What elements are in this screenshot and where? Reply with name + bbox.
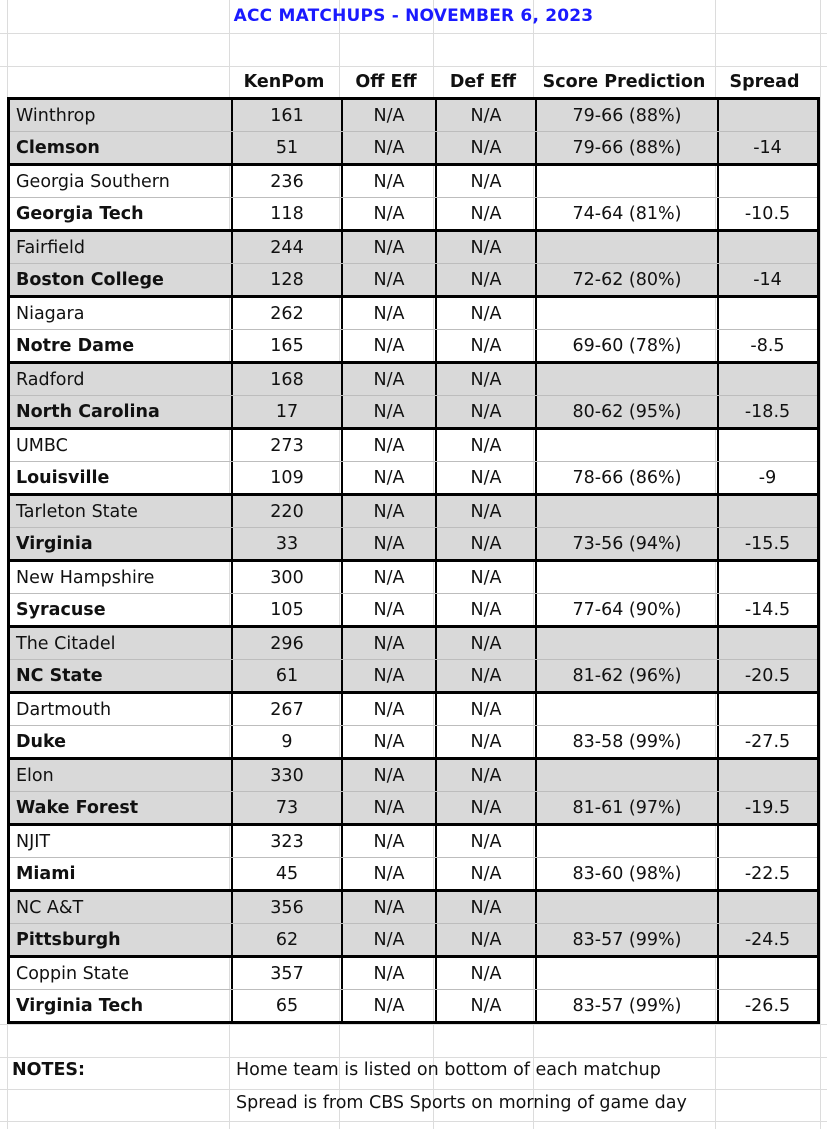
notes-label: NOTES:	[12, 1060, 86, 1080]
off-eff-cell: N/A	[373, 929, 405, 950]
away-team-row	[10, 232, 817, 263]
def-eff-cell: N/A	[470, 765, 502, 786]
prediction-cell: 77-64 (90%)	[572, 599, 682, 620]
spread-cell	[718, 760, 817, 791]
prediction-cell	[536, 892, 718, 923]
matchup-block	[10, 691, 817, 757]
header-off-eff: Off Eff	[355, 72, 417, 92]
prediction-cell: 81-62 (96%)	[572, 665, 682, 686]
note-line: Spread is from CBS Sports on morning of game day	[236, 1093, 687, 1113]
kenpom-cell: 244	[270, 237, 304, 258]
prediction-cell	[536, 232, 718, 263]
def-eff-cell: N/A	[470, 699, 502, 720]
team-cell: Coppin State	[16, 963, 129, 984]
off-eff-cell: N/A	[373, 137, 405, 158]
matchup-block	[10, 559, 817, 625]
matchup-block	[10, 823, 817, 889]
spread-cell	[718, 430, 817, 461]
prediction-cell: 83-60 (98%)	[572, 863, 682, 884]
team-cell: Winthrop	[16, 105, 96, 126]
team-cell: The Citadel	[16, 633, 116, 654]
kenpom-cell: 105	[270, 599, 304, 620]
spread-cell: -14	[753, 137, 782, 158]
off-eff-cell: N/A	[373, 171, 405, 192]
kenpom-cell: 161	[270, 105, 304, 126]
spread-cell: -8.5	[750, 335, 785, 356]
prediction-cell: 78-66 (86%)	[572, 467, 682, 488]
def-eff-cell: N/A	[470, 831, 502, 852]
home-team-row	[10, 726, 817, 757]
def-eff-cell: N/A	[470, 335, 502, 356]
kenpom-cell: 356	[270, 897, 304, 918]
team-cell: Georgia Southern	[16, 171, 170, 192]
matchup-block	[10, 229, 817, 295]
matchup-block	[10, 163, 817, 229]
prediction-cell: 69-60 (78%)	[572, 335, 682, 356]
gridline	[0, 1057, 827, 1058]
away-team-row	[10, 100, 817, 131]
def-eff-cell: N/A	[470, 929, 502, 950]
kenpom-cell: 165	[270, 335, 304, 356]
spread-cell: -26.5	[744, 995, 791, 1016]
off-eff-cell: N/A	[373, 699, 405, 720]
spread-cell	[718, 892, 817, 923]
matchup-block	[10, 757, 817, 823]
kenpom-cell: 17	[275, 401, 299, 422]
kenpom-cell: 109	[270, 467, 304, 488]
prediction-cell: 79-66 (88%)	[572, 105, 682, 126]
header-spread: Spread	[729, 72, 800, 92]
team-cell: Tarleton State	[16, 501, 138, 522]
header-def-eff: Def Eff	[449, 72, 517, 92]
team-cell: Syracuse	[16, 599, 106, 620]
away-team-row	[10, 958, 817, 989]
kenpom-cell: 62	[275, 929, 299, 950]
spread-cell: -22.5	[744, 863, 791, 884]
gridline	[0, 1121, 827, 1122]
away-team-row	[10, 826, 817, 857]
matchup-block	[10, 889, 817, 955]
home-team-row	[10, 264, 817, 295]
matchup-block	[10, 295, 817, 361]
def-eff-cell: N/A	[470, 435, 502, 456]
off-eff-cell: N/A	[373, 269, 405, 290]
home-team-row	[10, 990, 817, 1021]
spread-cell	[718, 958, 817, 989]
off-eff-cell: N/A	[373, 797, 405, 818]
def-eff-cell: N/A	[470, 963, 502, 984]
prediction-cell	[536, 496, 718, 527]
kenpom-cell: 273	[270, 435, 304, 456]
away-team-row	[10, 298, 817, 329]
kenpom-cell: 128	[270, 269, 304, 290]
off-eff-cell: N/A	[373, 533, 405, 554]
kenpom-cell: 300	[270, 567, 304, 588]
off-eff-cell: N/A	[373, 633, 405, 654]
team-cell: Clemson	[16, 137, 100, 158]
off-eff-cell: N/A	[373, 237, 405, 258]
spread-cell	[718, 694, 817, 725]
team-cell: Elon	[16, 765, 54, 786]
spread-cell	[718, 298, 817, 329]
prediction-cell	[536, 694, 718, 725]
kenpom-cell: 357	[270, 963, 304, 984]
spread-cell: -20.5	[744, 665, 791, 686]
away-team-row	[10, 430, 817, 461]
spread-cell	[718, 826, 817, 857]
off-eff-cell: N/A	[373, 105, 405, 126]
def-eff-cell: N/A	[470, 797, 502, 818]
team-cell: Virginia Tech	[16, 995, 144, 1016]
prediction-cell: 83-57 (99%)	[572, 995, 682, 1016]
matchup-block	[10, 100, 817, 163]
prediction-cell: 83-58 (99%)	[572, 731, 682, 752]
def-eff-cell: N/A	[470, 137, 502, 158]
away-team-row	[10, 760, 817, 791]
off-eff-cell: N/A	[373, 303, 405, 324]
team-cell: NC State	[16, 665, 103, 686]
off-eff-cell: N/A	[373, 599, 405, 620]
spread-cell	[718, 562, 817, 593]
kenpom-cell: 9	[281, 731, 293, 752]
spread-cell	[718, 100, 817, 131]
header-score-prediction: Score Prediction	[542, 72, 706, 92]
kenpom-cell: 51	[275, 137, 299, 158]
page-title: ACC MATCHUPS - NOVEMBER 6, 2023	[233, 6, 594, 26]
team-cell: NC A&T	[16, 897, 84, 918]
home-team-row	[10, 792, 817, 823]
team-cell: Pittsburgh	[16, 929, 121, 950]
kenpom-cell: 118	[270, 203, 304, 224]
away-team-row	[10, 496, 817, 527]
note-line: Home team is listed on bottom of each matchup	[236, 1060, 661, 1080]
def-eff-cell: N/A	[470, 501, 502, 522]
home-team-row	[10, 528, 817, 559]
team-cell: Wake Forest	[16, 797, 139, 818]
team-cell: NJIT	[16, 831, 51, 852]
prediction-cell: 80-62 (95%)	[572, 401, 682, 422]
off-eff-cell: N/A	[373, 731, 405, 752]
off-eff-cell: N/A	[373, 963, 405, 984]
def-eff-cell: N/A	[470, 269, 502, 290]
spread-cell	[718, 232, 817, 263]
kenpom-cell: 73	[275, 797, 299, 818]
home-team-row	[10, 198, 817, 229]
prediction-cell	[536, 958, 718, 989]
away-team-row	[10, 628, 817, 659]
gridline	[820, 0, 821, 1129]
prediction-cell	[536, 628, 718, 659]
prediction-cell: 81-61 (97%)	[572, 797, 682, 818]
team-cell: Louisville	[16, 467, 110, 488]
kenpom-cell: 168	[270, 369, 304, 390]
prediction-cell	[536, 562, 718, 593]
off-eff-cell: N/A	[373, 369, 405, 390]
off-eff-cell: N/A	[373, 831, 405, 852]
kenpom-cell: 65	[275, 995, 299, 1016]
matchups-table	[7, 97, 820, 1024]
spread-cell	[718, 496, 817, 527]
spread-cell	[718, 166, 817, 197]
spread-cell	[718, 628, 817, 659]
home-team-row	[10, 924, 817, 955]
off-eff-cell: N/A	[373, 567, 405, 588]
matchup-block	[10, 955, 817, 1021]
def-eff-cell: N/A	[470, 401, 502, 422]
team-cell: Radford	[16, 369, 85, 390]
def-eff-cell: N/A	[470, 567, 502, 588]
def-eff-cell: N/A	[470, 665, 502, 686]
off-eff-cell: N/A	[373, 765, 405, 786]
away-team-row	[10, 166, 817, 197]
gridline	[0, 1089, 827, 1090]
team-cell: New Hampshire	[16, 567, 155, 588]
team-cell: Miami	[16, 863, 76, 884]
def-eff-cell: N/A	[470, 731, 502, 752]
prediction-cell	[536, 364, 718, 395]
spread-cell: -18.5	[744, 401, 791, 422]
team-cell: North Carolina	[16, 401, 160, 422]
spread-cell: -14.5	[744, 599, 791, 620]
off-eff-cell: N/A	[373, 435, 405, 456]
team-cell: Boston College	[16, 269, 164, 290]
team-cell: Niagara	[16, 303, 85, 324]
kenpom-cell: 262	[270, 303, 304, 324]
def-eff-cell: N/A	[470, 171, 502, 192]
off-eff-cell: N/A	[373, 335, 405, 356]
off-eff-cell: N/A	[373, 501, 405, 522]
matchup-block	[10, 625, 817, 691]
def-eff-cell: N/A	[470, 303, 502, 324]
team-cell: Dartmouth	[16, 699, 112, 720]
spread-cell: -27.5	[744, 731, 791, 752]
kenpom-cell: 323	[270, 831, 304, 852]
def-eff-cell: N/A	[470, 897, 502, 918]
team-cell: Virginia	[16, 533, 93, 554]
prediction-cell: 83-57 (99%)	[572, 929, 682, 950]
off-eff-cell: N/A	[373, 665, 405, 686]
off-eff-cell: N/A	[373, 401, 405, 422]
kenpom-cell: 220	[270, 501, 304, 522]
def-eff-cell: N/A	[470, 203, 502, 224]
prediction-cell	[536, 826, 718, 857]
team-cell: Georgia Tech	[16, 203, 144, 224]
spread-cell: -9	[758, 467, 777, 488]
kenpom-cell: 236	[270, 171, 304, 192]
def-eff-cell: N/A	[470, 633, 502, 654]
prediction-cell: 72-62 (80%)	[572, 269, 682, 290]
spread-cell: -15.5	[744, 533, 791, 554]
kenpom-cell: 267	[270, 699, 304, 720]
team-cell: UMBC	[16, 435, 68, 456]
spread-cell: -24.5	[744, 929, 791, 950]
spread-cell: -10.5	[744, 203, 791, 224]
prediction-cell	[536, 166, 718, 197]
home-team-row	[10, 132, 817, 163]
away-team-row	[10, 364, 817, 395]
gridline	[0, 1024, 827, 1025]
home-team-row	[10, 330, 817, 361]
off-eff-cell: N/A	[373, 203, 405, 224]
home-team-row	[10, 462, 817, 493]
off-eff-cell: N/A	[373, 467, 405, 488]
def-eff-cell: N/A	[470, 467, 502, 488]
def-eff-cell: N/A	[470, 533, 502, 554]
def-eff-cell: N/A	[470, 369, 502, 390]
prediction-cell	[536, 298, 718, 329]
def-eff-cell: N/A	[470, 995, 502, 1016]
header-kenpom: KenPom	[243, 72, 325, 92]
prediction-cell: 79-66 (88%)	[572, 137, 682, 158]
matchup-block	[10, 361, 817, 427]
def-eff-cell: N/A	[470, 105, 502, 126]
off-eff-cell: N/A	[373, 863, 405, 884]
spread-cell: -14	[753, 269, 782, 290]
off-eff-cell: N/A	[373, 897, 405, 918]
spread-cell	[718, 364, 817, 395]
kenpom-cell: 33	[275, 533, 299, 554]
matchup-block	[10, 427, 817, 493]
home-team-row	[10, 858, 817, 889]
spread-cell: -19.5	[744, 797, 791, 818]
home-team-row	[10, 594, 817, 625]
prediction-cell: 73-56 (94%)	[572, 533, 682, 554]
kenpom-cell: 330	[270, 765, 304, 786]
kenpom-cell: 296	[270, 633, 304, 654]
team-cell: Notre Dame	[16, 335, 135, 356]
matchup-block	[10, 493, 817, 559]
home-team-row	[10, 396, 817, 427]
away-team-row	[10, 694, 817, 725]
def-eff-cell: N/A	[470, 863, 502, 884]
prediction-cell: 74-64 (81%)	[572, 203, 682, 224]
def-eff-cell: N/A	[470, 237, 502, 258]
home-team-row	[10, 660, 817, 691]
prediction-cell	[536, 430, 718, 461]
gridline	[0, 33, 827, 34]
def-eff-cell: N/A	[470, 599, 502, 620]
team-cell: Fairfield	[16, 237, 86, 258]
team-cell: Duke	[16, 731, 67, 752]
away-team-row	[10, 892, 817, 923]
kenpom-cell: 61	[275, 665, 299, 686]
off-eff-cell: N/A	[373, 995, 405, 1016]
away-team-row	[10, 562, 817, 593]
kenpom-cell: 45	[275, 863, 299, 884]
prediction-cell	[536, 760, 718, 791]
